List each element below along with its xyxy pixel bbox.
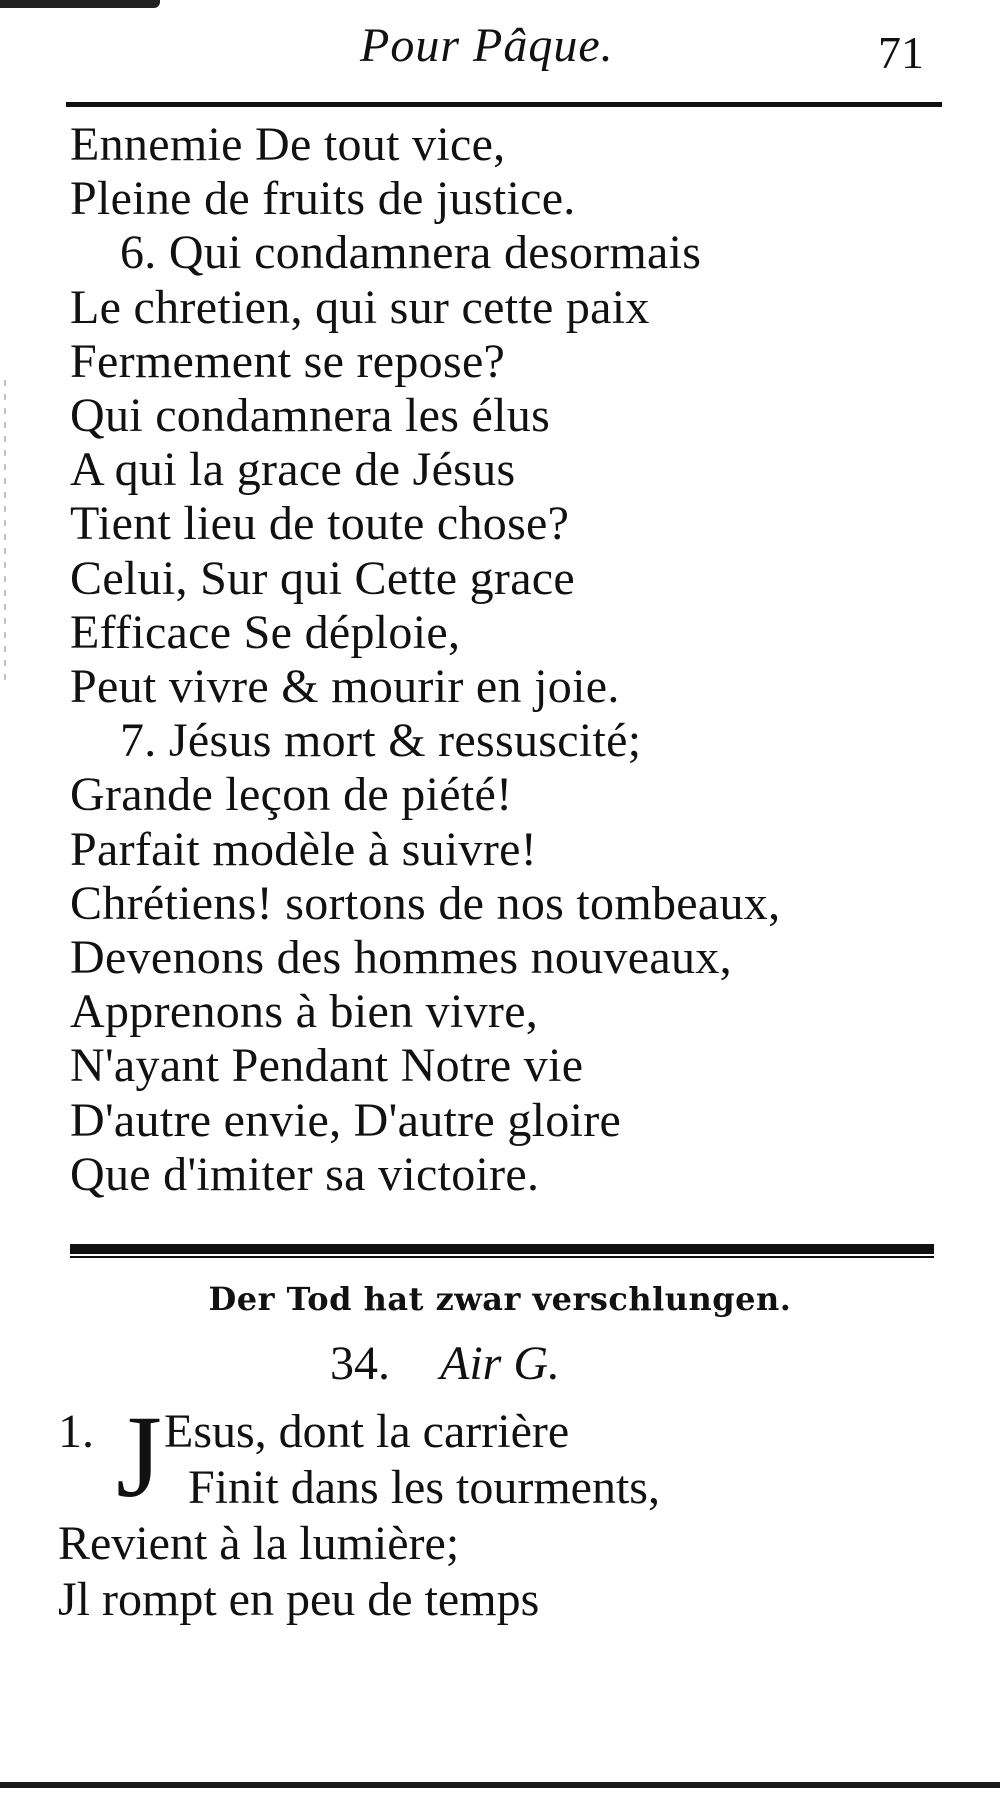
verse-line: Fermement se repose? (70, 334, 506, 388)
header-rule (66, 102, 942, 107)
verse-line: Peut vivre & mourir en joie. (70, 660, 620, 714)
hymn-line: Jl rompt en peu de temps (58, 1573, 540, 1626)
verse-line: D'autre envie, D'autre gloire (70, 1093, 622, 1147)
verse-line: Grande leçon de piété! (70, 768, 513, 822)
hymn-verse-number: 1. (58, 1405, 94, 1458)
hymn-second-line: Finit dans les tourments, (188, 1461, 660, 1514)
scan-edge-top (0, 0, 160, 8)
hymn-line: Revient à la lumière; (58, 1517, 460, 1570)
drop-cap-lines (58, 1391, 958, 1522)
verse-line: Tient lieu de toute chose? (70, 497, 570, 551)
drop-cap: J (116, 1391, 162, 1522)
scan-edge-left (4, 380, 6, 680)
verse-line: Ennemie De tout vice, (70, 118, 506, 171)
verse-line: 7. Jésus mort & ressuscité; (120, 714, 642, 768)
hymn-first-line: Esus, dont la carrière (164, 1405, 570, 1458)
verse-line: Apprenons à bien vivre, (70, 985, 539, 1039)
hymn-number: 34. (330, 1337, 390, 1390)
verse-line: 6. Qui condamnera desormais (120, 226, 702, 280)
verse-block (70, 118, 970, 1202)
hymn-lines (58, 1516, 958, 1628)
verse-line: Que d'imiter sa victoire. (70, 1147, 540, 1201)
verse-line: Celui, Sur qui Cette grace (70, 551, 576, 605)
page-number: 71 (878, 27, 924, 78)
hymn-air: Air G. (440, 1337, 560, 1390)
verse-line: N'ayant Pendant Notre vie (70, 1039, 584, 1093)
verse-line: Le chretien, qui sur cette paix (70, 280, 650, 334)
verse-line: Chrétiens! sortons de nos tombeaux, (70, 876, 781, 930)
hymn-heading (330, 1336, 560, 1391)
verse-line: Pleine de fruits de justice. (70, 172, 576, 226)
hymn-verse (58, 1391, 958, 1628)
verse-line: A qui la grace de Jésus (70, 443, 516, 497)
scan-edge-bottom (0, 1782, 1000, 1788)
tune-name: Der Tod hat zwar verschlungen. (208, 1280, 792, 1318)
section-divider-rule (70, 1244, 934, 1254)
verse-line: Devenons des hommes nouveaux, (70, 931, 732, 985)
verse-line: Parfait modèle à suivre! (70, 822, 538, 876)
verse-line: Efficace Se déploie, (70, 605, 461, 659)
running-head: Pour Pâque. (360, 19, 614, 72)
verse-line: Qui condamnera les élus (70, 389, 551, 443)
